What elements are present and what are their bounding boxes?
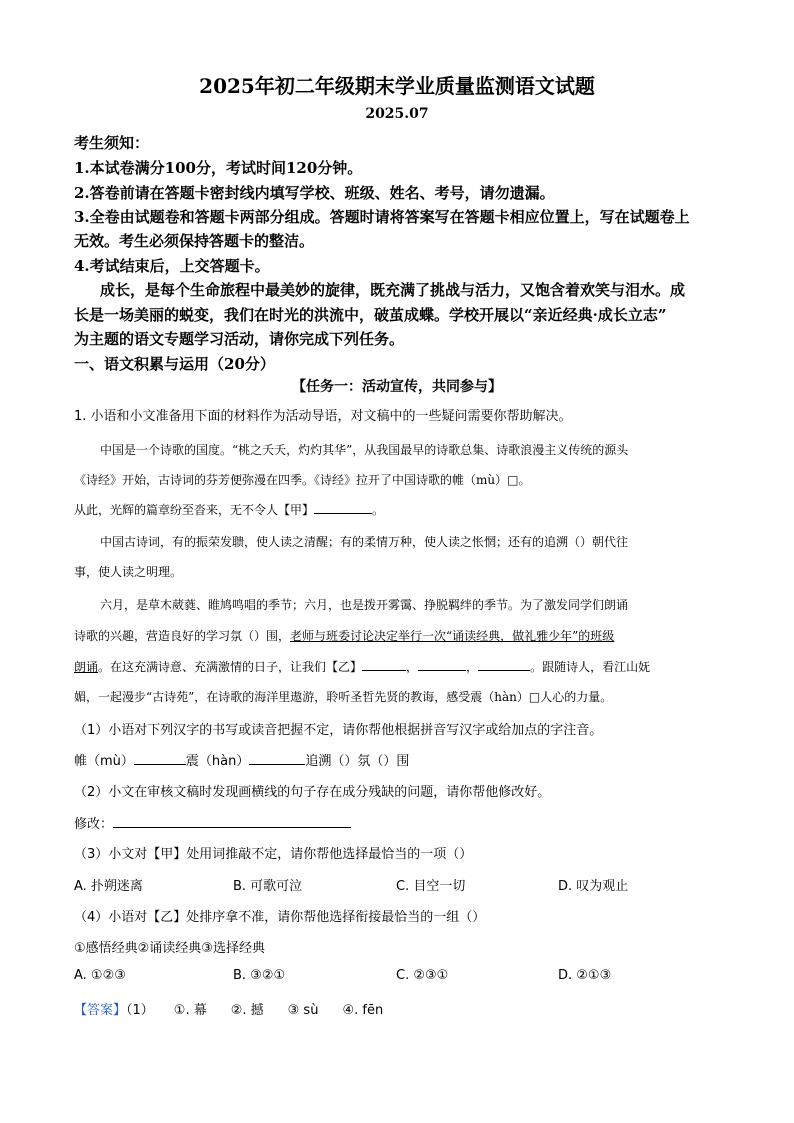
notice-item-4: 4.考试结束后，上交答题卡。 — [74, 257, 270, 275]
q3-option-a[interactable]: A. 扑朔迷离 — [74, 879, 143, 894]
passage-p1-line-3-text: 从此，光辉的篇章纷至沓来，无不令人【甲】 — [74, 503, 315, 517]
section-heading-1: 一、语文积累与运用（20分） — [74, 355, 275, 373]
notice-item-3: 3.全卷由试题卷和答题卡两部分组成。答题时请将答案写在答题卡相应位置上，写在试题卷上 — [74, 208, 690, 226]
passage-p3-line-3-end: 。跟随诗人，看江山妩 — [530, 660, 651, 674]
comma-1: ， — [406, 660, 419, 674]
revision-blank[interactable] — [113, 815, 351, 828]
passage-p3-line-3-text: 。在这充满诗意、充满激情的日子，让我们【乙】 — [98, 660, 363, 674]
subquestion-1: （1）小语对下列汉字的书写或读音把握不定，请你帮他根据拼音写汉字或给加点的字注音。 — [74, 723, 603, 738]
item-mu: 帷（mù） — [74, 754, 134, 769]
underlined-sentence-part-2: 朗诵 — [74, 660, 99, 674]
question-1: 1. 小语和小文准备用下面的材料作为活动导语，对文稿中的一些疑问需要你帮助解决。 — [74, 409, 572, 424]
blank-han[interactable] — [249, 752, 305, 765]
q4-option-a[interactable]: A. ①②③ — [74, 968, 126, 983]
comma-2: ， — [466, 660, 479, 674]
blank-mu[interactable] — [134, 752, 186, 765]
subquestion-4: （4）小语对【乙】处排序拿不准，请你帮他选择衔接最恰当的一组（） — [74, 910, 486, 925]
item-han: 震（hàn） — [185, 754, 250, 769]
passage-p3-line-2-text: 诗歌的兴趣，营造良好的学习氛（）围， — [74, 629, 291, 643]
passage-p1-line-3 — [74, 501, 384, 518]
passage-p2-line-2: 事，使人读之明理。 — [74, 565, 183, 579]
q3-option-d[interactable]: D. 叹为观止 — [558, 879, 629, 894]
notice-item-3-cont: 无效。考生必须保持答题卡的整洁。 — [74, 232, 315, 250]
subquestion-3: （3）小文对【甲】处用词推敲不定，请你帮他选择最恰当的一项（） — [74, 847, 473, 862]
passage-p1-line-3-end: 。 — [372, 503, 385, 517]
answer-part-4: ④. fēn — [342, 1003, 384, 1018]
notice-item-2: 2.答卷前请在答题卡密封线内填写学校、班级、姓名、考号，请勿遗漏。 — [74, 184, 555, 202]
answer-part-3: ③ sù — [287, 1003, 319, 1018]
q4-option-b[interactable]: B. ③②① — [233, 968, 286, 983]
exam-date: 2025.07 — [365, 106, 429, 122]
subquestion-4-items: ①感悟经典②诵读经典③选择经典 — [74, 941, 265, 956]
task-heading-1: 【任务一：活动宣传，共同参与】 — [292, 379, 502, 395]
passage-p3-line-4: 媚，一起漫步“古诗苑”，在诗歌的海洋里遨游，聆听圣哲先贤的教诲，感受震（hàn）□人心的力量。 — [74, 690, 613, 704]
intro-line-1: 成长，是每个生命旅程中最美妙的旋律，既充满了挑战与活力，又饱含着欢笑与泪水。成 — [100, 281, 686, 299]
intro-line-2: 长是一场美丽的蜕变，我们在时光的洪流中，破茧成蝶。学校开展以“亲近经典·成长立志” — [74, 306, 667, 324]
answer-part-2: ②. 撼 — [230, 1003, 264, 1018]
intro-line-3: 为主题的语文专题学习活动，请你完成下列任务。 — [74, 330, 405, 348]
notice-item-1: 1.本试卷满分100分，考试时间120分钟。 — [74, 159, 363, 177]
blank-yi-1[interactable] — [362, 658, 406, 671]
notice-heading: 考生须知： — [74, 134, 150, 152]
blank-yi-3[interactable] — [478, 658, 530, 671]
passage-p2-line-1: 中国古诗词，有的振荣发聩，使人读之清醒；有的柔情万种，使人读之怅惘；还有的追溯（）朝代往 — [100, 535, 629, 549]
passage-p3-line-3 — [74, 658, 650, 675]
blank-jia[interactable] — [314, 501, 372, 514]
passage-p3-line-1: 六月，是草木葳蕤、睢鸠鸣唱的季节；六月，也是拨开雾霭、挣脱羁绊的季节。为了激发同学们朗诵 — [100, 598, 629, 612]
answer-line — [74, 999, 383, 1018]
q4-option-c[interactable]: C. ②③① — [396, 968, 449, 983]
revision-label: 修改： — [74, 817, 114, 832]
exam-title: 2025年初二年级期末学业质量监测语文试题 — [199, 74, 595, 98]
q4-option-d[interactable]: D. ②①③ — [558, 968, 612, 983]
answer-label: 【答案】 — [74, 1003, 127, 1018]
revision-line — [74, 813, 351, 832]
answer-part-1: ①. 幕 — [173, 1003, 207, 1018]
q3-option-b[interactable]: B. 可歌可泣 — [233, 879, 303, 894]
subquestion-1-items — [74, 750, 409, 769]
passage-p1-line-1: 中国是一个诗歌的国度。“桃之夭夭，灼灼其华”，从我国最早的诗歌总集、诗歌浪漫主义传统的源头 — [100, 443, 629, 457]
q3-option-c[interactable]: C. 目空一切 — [396, 879, 466, 894]
passage-p1-line-2: 《诗经》开始，古诗词的芬芳便弥漫在四季。《诗经》拉开了中国诗歌的帷（mù）□。 — [74, 473, 531, 487]
answer-number: （1） — [126, 1003, 154, 1018]
subquestion-2: （2）小文在审核文稿时发现画横线的句子存在成分残缺的问题，请你帮他修改好。 — [74, 785, 551, 800]
item-pinyin: 追溯（）氛（）围 — [305, 754, 410, 769]
blank-yi-2[interactable] — [418, 658, 466, 671]
passage-p3-line-2 — [74, 627, 614, 644]
underlined-sentence-part-1: 老师与班委讨论决定举行一次“诵读经典，做礼雅少年”的班级 — [290, 629, 615, 643]
